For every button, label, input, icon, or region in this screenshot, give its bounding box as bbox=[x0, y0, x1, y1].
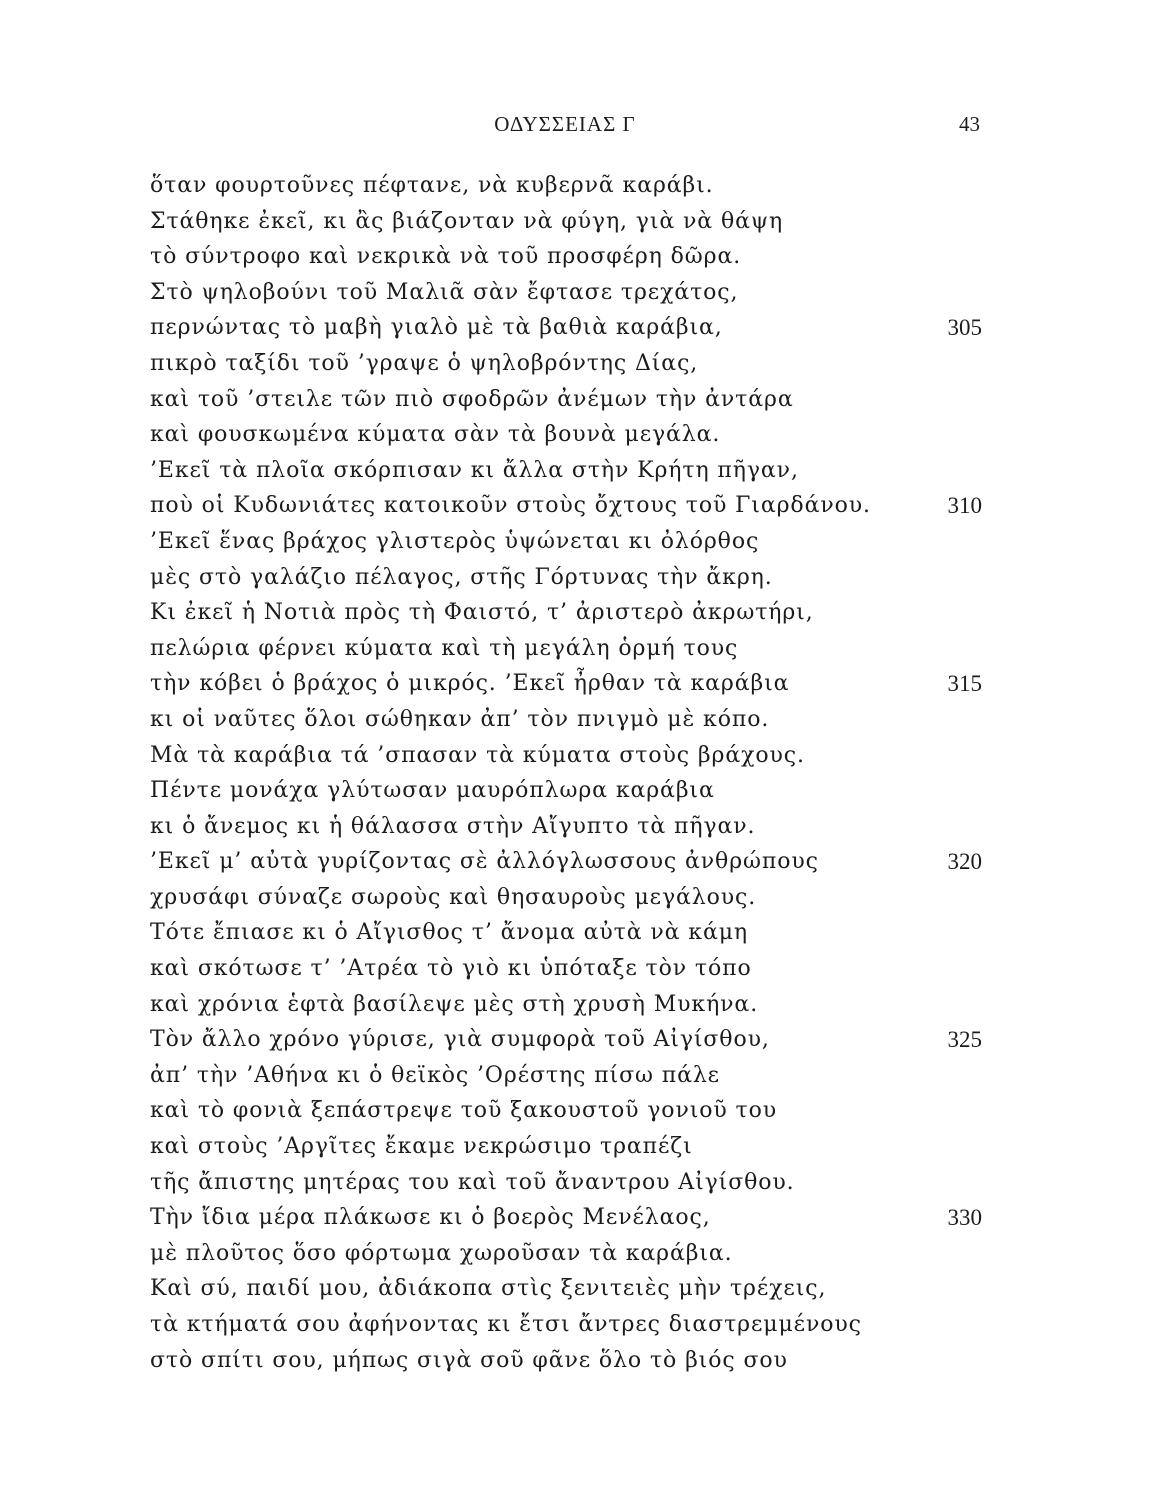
verse-text: Μὰ τὰ καράβια τά ’σπασαν τὰ κύματα στοὺς βράχους. bbox=[150, 742, 805, 768]
verse-line bbox=[150, 595, 982, 631]
verse-text: καὶ τοῦ ’στειλε τῶν πιὸ σφοδρῶν ἀνέμων τὴν ἀντάρα bbox=[150, 386, 794, 412]
verse-text: περνώντας τὸ μαβὴ γιαλὸ μὲ τὰ βαθιὰ καράβια, bbox=[150, 315, 723, 341]
verse-line bbox=[150, 631, 982, 667]
line-number: 310 bbox=[947, 493, 982, 519]
verse-line bbox=[150, 560, 982, 596]
verse-text: τῆς ἄπιστης μητέρας του καὶ τοῦ ἄναντρου Αἰγίσθου. bbox=[150, 1169, 795, 1195]
verse-text: Τὴν ἴδια μέρα πλάκωσε κι ὁ βοερὸς Μενέλαος, bbox=[150, 1205, 711, 1231]
verse-line bbox=[150, 987, 982, 1023]
verse-line bbox=[150, 1022, 982, 1058]
page-number: 43 bbox=[959, 112, 980, 136]
verse-line bbox=[150, 1165, 982, 1201]
verse-text: τὸ σύντροφο καὶ νεκρικὰ νὰ τοῦ προσφέρη δῶρα. bbox=[150, 244, 742, 270]
verse-line bbox=[150, 346, 982, 382]
verse-text: μὲς στὸ γαλάζιο πέλαγος, στῆς Γόρτυνας τὴν ἄκρη. bbox=[150, 564, 773, 590]
verse-line bbox=[150, 738, 982, 774]
line-number: 315 bbox=[947, 671, 982, 697]
verse-line bbox=[150, 666, 982, 702]
verse-text: ἀπ’ τὴν ’Αθήνα κι ὁ θεϊκὸς ’Ορέστης πίσω πάλε bbox=[150, 1062, 720, 1088]
verse-line bbox=[150, 1236, 982, 1272]
verse-text: ’Εκεῖ τὰ πλοῖα σκόρπισαν κι ἄλλα στὴν Κρήτη πῆγαν, bbox=[150, 457, 799, 483]
verse-line bbox=[150, 951, 982, 987]
verse-text: καὶ στοὺς ’Αργῖτες ἔκαμε νεκρώσιμο τραπέζι bbox=[150, 1134, 693, 1160]
verse-line bbox=[150, 168, 982, 204]
verse-line bbox=[150, 275, 982, 311]
verse-text: καὶ σκότωσε τ’ ’Ατρέα τὸ γιὸ κι ὑπόταξε τὸν τόπο bbox=[150, 956, 752, 982]
verse-line bbox=[150, 1058, 982, 1094]
page-header bbox=[150, 112, 980, 142]
verse-line bbox=[150, 204, 982, 240]
verse-line bbox=[150, 844, 982, 880]
verse-text: κι ὁ ἄνεμος κι ἡ θάλασσα στὴν Αἴγυπτο τὰ πῆγαν. bbox=[150, 813, 756, 839]
verse-line bbox=[150, 382, 982, 418]
verse-text: καὶ τὸ φονιὰ ξεπάστρεψε τοῦ ξακουστοῦ γονιοῦ του bbox=[150, 1098, 778, 1124]
verse-text: Πέντε μονάχα γλύτωσαν μαυρόπλωρα καράβια bbox=[150, 778, 715, 804]
verse-line bbox=[150, 1343, 982, 1379]
verse-text: Στὸ ψηλοβούνι τοῦ Μαλιᾶ σὰν ἔφτασε τρεχάτος, bbox=[150, 279, 739, 305]
verse-line bbox=[150, 773, 982, 809]
verse-text: τὴν κόβει ὁ βράχος ὁ μικρός. ’Εκεῖ ἦρθαν τὰ καράβια bbox=[150, 671, 790, 697]
verse-line bbox=[150, 702, 982, 738]
verse-text: τὰ κτήματά σου ἀφήνοντας κι ἔτσι ἄντρες διαστρεμμένους bbox=[150, 1312, 862, 1337]
verse-text: καὶ χρόνια ἑφτὰ βασίλεψε μὲς στὴ χρυσὴ Μυκήνα. bbox=[150, 991, 759, 1017]
verse-line bbox=[150, 1307, 982, 1343]
verse-line bbox=[150, 239, 982, 275]
verse-text: ὅταν φουρτοῦνες πέφτανε, νὰ κυβερνᾶ καράβι. bbox=[150, 173, 714, 198]
verse-text: Τὸν ἄλλο χρόνο γύρισε, γιὰ συμφορὰ τοῦ Αἰγίσθου, bbox=[150, 1027, 770, 1053]
verse-line bbox=[150, 1129, 982, 1165]
line-number: 320 bbox=[947, 849, 982, 875]
verse-line bbox=[150, 453, 982, 489]
verse-text: ’Εκεῖ μ’ αὐτὰ γυρίζοντας σὲ ἀλλόγλωσσους ἀνθρώπους bbox=[150, 849, 819, 875]
verse-line bbox=[150, 915, 982, 951]
verse-line bbox=[150, 310, 982, 346]
verse-line bbox=[150, 417, 982, 453]
verse-line bbox=[150, 524, 982, 560]
running-title: ΟΔΥΣΣΕΙΑΣ Γ bbox=[494, 112, 636, 136]
verse-text: μὲ πλοῦτος ὅσο φόρτωμα χωροῦσαν τὰ καράβια. bbox=[150, 1240, 733, 1266]
line-number: 330 bbox=[947, 1205, 982, 1231]
verse-line bbox=[150, 1200, 982, 1236]
verse-text: κι οἱ ναῦτες ὅλοι σώθηκαν ἀπ’ τὸν πνιγμὸ μὲ κόπο. bbox=[150, 706, 770, 732]
verse-line bbox=[150, 809, 982, 845]
line-number: 325 bbox=[947, 1027, 982, 1053]
verse-text: Κι ἐκεῖ ἡ Νοτιὰ πρὸς τὴ Φαιστό, τ’ ἀριστερὸ ἀκρωτήρι, bbox=[150, 600, 814, 626]
verse-text: χρυσάφι σύναζε σωροὺς καὶ θησαυροὺς μεγάλους. bbox=[150, 884, 757, 910]
line-number: 305 bbox=[947, 315, 982, 341]
verse-text: ’Εκεῖ ἕνας βράχος γλιστερὸς ὑψώνεται κι ὀλόρθος bbox=[150, 528, 760, 554]
verse-text: στὸ σπίτι σου, μήπως σιγὰ σοῦ φᾶνε ὅλο τὸ βιός σου bbox=[150, 1347, 788, 1373]
verse-text: ποὺ οἱ Κυδωνιάτες κατοικοῦν στοὺς ὄχτους τοῦ Γιαρδάνου. bbox=[150, 493, 871, 519]
verse-text: Στάθηκε ἐκεῖ, κι ἂς βιάζονταν νὰ φύγη, γιὰ νὰ θάψη bbox=[150, 208, 784, 234]
verse-line bbox=[150, 1271, 982, 1307]
verse-line bbox=[150, 880, 982, 916]
verse-block bbox=[150, 168, 982, 1378]
verse-line bbox=[150, 1093, 982, 1129]
verse-text: πικρὸ ταξίδι τοῦ ’γραψε ὁ ψηλοβρόντης Δίας, bbox=[150, 350, 699, 376]
verse-text: Καὶ σύ, παιδί μου, ἀδιάκοπα στὶς ξενιτειὲς μὴν τρέχεις, bbox=[150, 1276, 827, 1302]
verse-line bbox=[150, 488, 982, 524]
verse-text: Τότε ἔπιασε κι ὁ Αἴγισθος τ’ ἄνομα αὐτὰ νὰ κάμη bbox=[150, 920, 748, 946]
verse-text: πελώρια φέρνει κύματα καὶ τὴ μεγάλη ὁρμή τους bbox=[150, 635, 739, 661]
verse-text: καὶ φουσκωμένα κύματα σὰν τὰ βουνὰ μεγάλα. bbox=[150, 422, 721, 448]
